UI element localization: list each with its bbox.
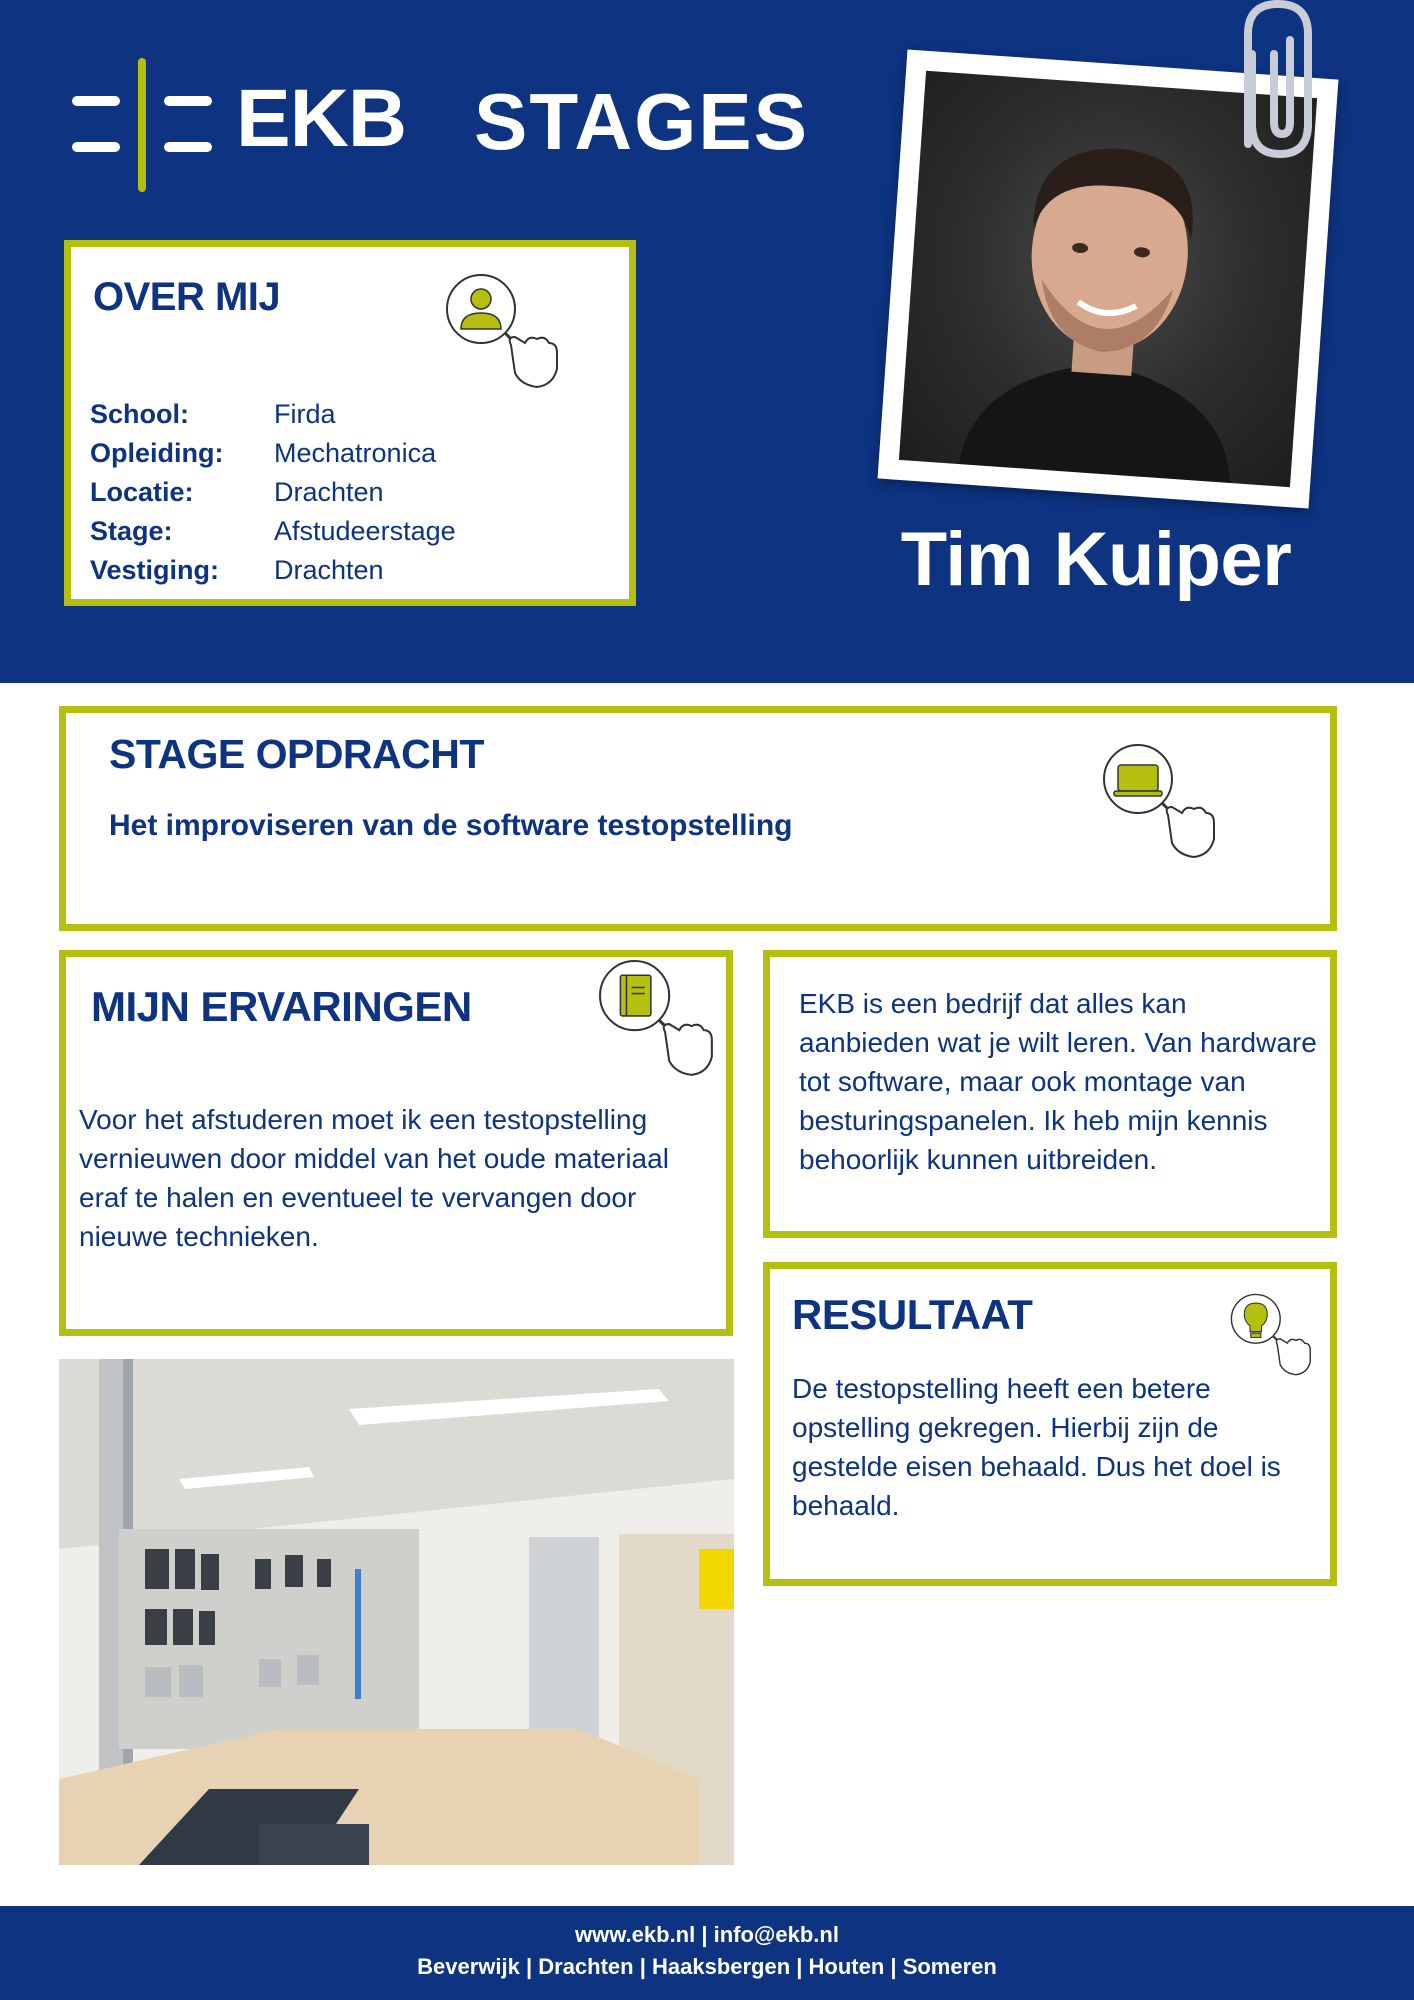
footer <box>0 1906 1414 2000</box>
laptop-magnifier-icon <box>1102 743 1222 863</box>
footer-locations: Beverwijk | Drachten | Haaksbergen | Houten | Someren <box>417 1954 997 1979</box>
about-label: Opleiding: <box>90 438 224 468</box>
about-details <box>90 395 590 590</box>
workspace-photo <box>59 1359 734 1865</box>
book-magnifier-icon <box>598 959 720 1081</box>
experiences-card <box>59 950 733 1336</box>
assignment-subtitle: Het improviseren van de software testopstelling <box>109 809 793 842</box>
about-card <box>64 240 636 606</box>
about-row-vestiging <box>90 551 590 590</box>
about-label: Stage: <box>90 516 173 546</box>
result-title: RESULTAAT <box>792 1291 1033 1338</box>
about-value: Firda <box>274 399 336 429</box>
about-value: Afstudeerstage <box>274 516 456 546</box>
experiences-text: Voor het afstuderen moet ik een testopstelling vernieuwen door middel van het oude materiaal eraf te halen en eventueel te vervangen door nieuwe technieken. <box>79 1104 669 1252</box>
header-banner <box>0 0 1414 683</box>
about-row-stage <box>90 512 590 551</box>
lightbulb-magnifier-icon <box>1230 1293 1316 1379</box>
paperclip-icon <box>1218 0 1328 170</box>
page-title: STAGES <box>474 77 810 166</box>
about-label: School: <box>90 399 189 429</box>
about-value: Mechatronica <box>274 438 437 468</box>
result-card <box>763 1262 1337 1586</box>
result-text: De testopstelling heeft een betere opstelling gekregen. Hierbij zijn de gestelde eisen behaald. Dus het doel is behaald. <box>792 1373 1281 1521</box>
about-label: Vestiging: <box>90 555 220 585</box>
assignment-title: STAGE OPDRACHT <box>109 731 484 777</box>
about-label: Locatie: <box>90 477 194 507</box>
company-text: EKB is een bedrijf dat alles kan aanbieden wat je wilt leren. Van hardware tot software, maar ook montage van besturingspanelen. Ik heb mijn kennis behoorlijk kunnen uitbreiden. <box>799 988 1317 1175</box>
logo-text: EKB <box>236 73 407 164</box>
about-value: Drachten <box>274 477 384 507</box>
about-title: OVER MIJ <box>93 275 281 319</box>
person-magnifier-icon <box>445 273 565 393</box>
footer-contact: www.ekb.nl | info@ekb.nl <box>575 1922 839 1947</box>
company-card <box>763 950 1337 1238</box>
about-row-opleiding <box>90 434 590 473</box>
about-row-locatie <box>90 473 590 512</box>
profile-name: Tim Kuiper <box>900 517 1292 602</box>
ekb-logo-mark-icon <box>72 58 222 192</box>
workspace-illustration <box>59 1359 734 1865</box>
about-value: Drachten <box>274 555 384 585</box>
about-row-school <box>90 395 590 434</box>
experiences-title: MIJN ERVARINGEN <box>91 983 472 1030</box>
assignment-card <box>59 706 1337 931</box>
